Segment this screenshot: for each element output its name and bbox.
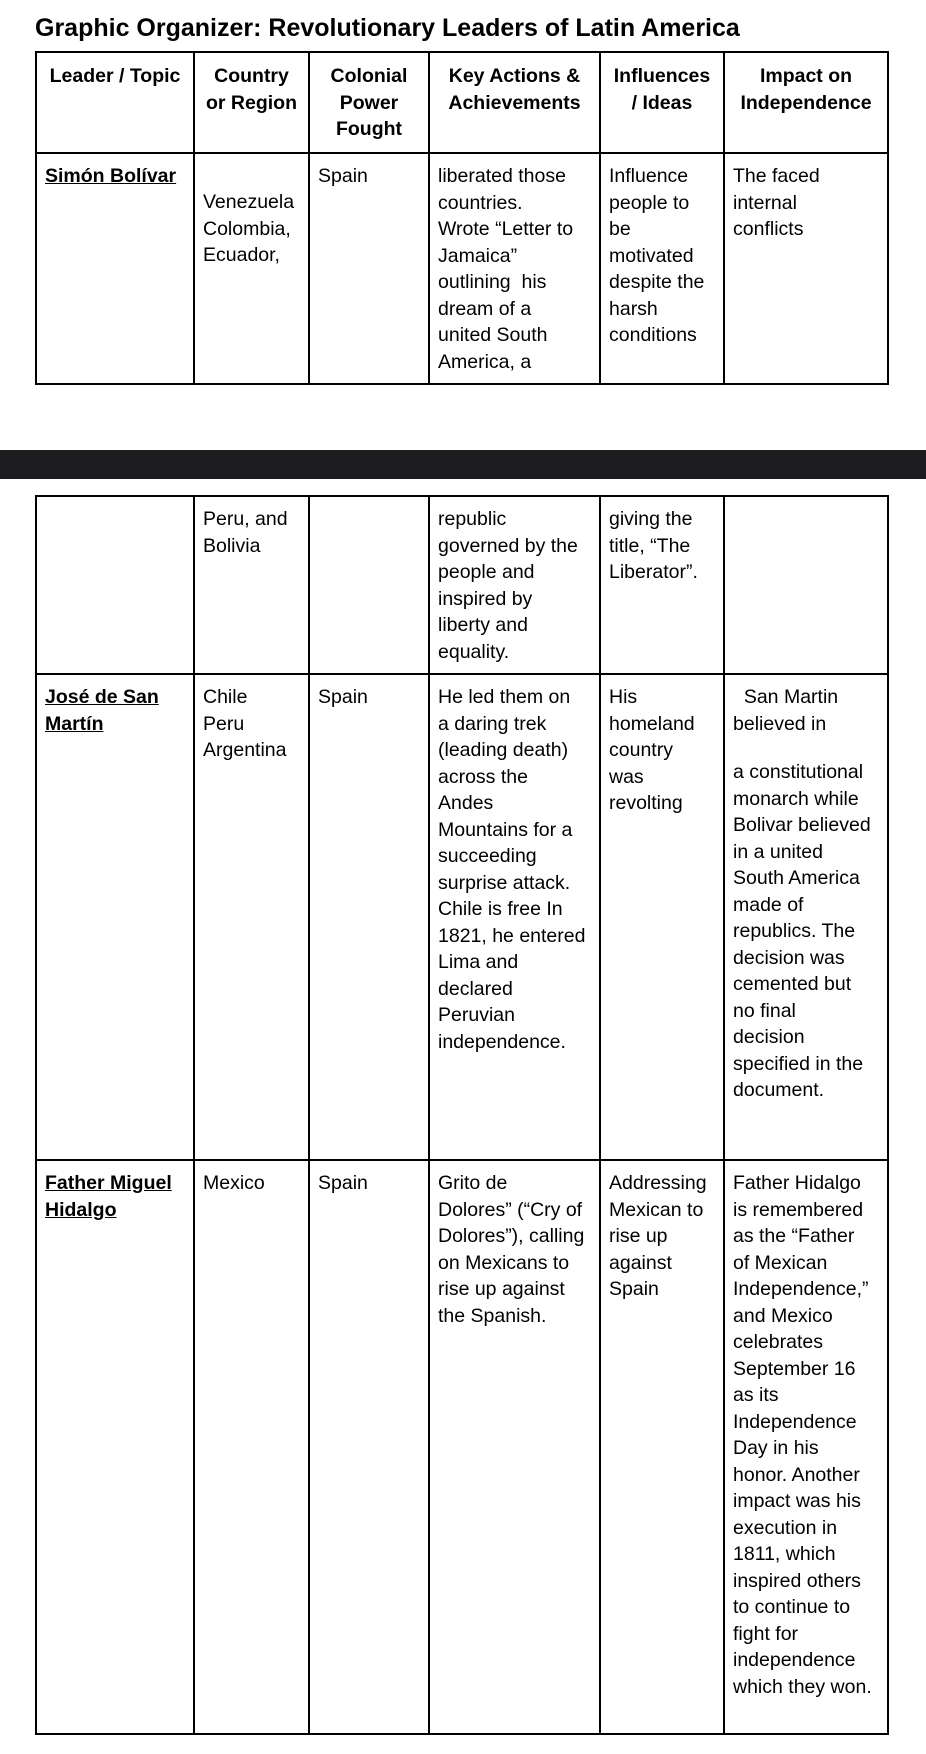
influences-cell: Addressing Mexican to rise up against Spain xyxy=(609,1172,707,1300)
key-actions-cell: liberated those countries. Wrote “Letter to Jamaica” outlining his dream of a united South America, a xyxy=(438,165,574,373)
country-cell: Chile Peru Argentina xyxy=(203,686,287,761)
leader-name: José de San Martín xyxy=(45,686,159,735)
table-row-hidalgo xyxy=(36,1160,888,1734)
impact-cell: The faced internal conflicts xyxy=(733,165,820,240)
influences-cell: giving the title, “The Liberator”. xyxy=(609,508,698,583)
page-title: Graphic Organizer: Revolutionary Leaders of Latin America xyxy=(35,14,740,42)
colonial-power-cell: Spain xyxy=(318,686,368,708)
page-break-band xyxy=(0,450,926,479)
header-influences: Influences / Ideas xyxy=(600,52,724,153)
table-row-san-martin xyxy=(36,674,888,1160)
colonial-power-cell: Spain xyxy=(318,1172,368,1194)
table-row-bolivar xyxy=(36,153,888,384)
leader-name: Father Miguel Hidalgo xyxy=(45,1172,172,1221)
header-country: Country or Region xyxy=(194,52,309,153)
table-row-bolivar-continued xyxy=(36,496,888,674)
country-cell: Peru, and Bolivia xyxy=(203,508,288,557)
header-leader: Leader / Topic xyxy=(36,52,194,153)
influences-cell: His homeland country was revolting xyxy=(609,686,695,814)
impact-cell-intro: San Martin believed in xyxy=(733,686,839,735)
header-colonial-power: Colonial Power Fought xyxy=(309,52,429,153)
header-row xyxy=(36,52,888,153)
leader-name: Simón Bolívar xyxy=(45,165,177,187)
country-cell: Mexico xyxy=(203,1172,265,1194)
header-key-actions: Key Actions & Achievements xyxy=(429,52,600,153)
country-cell: Venezuela Colombia, Ecuador, xyxy=(203,191,295,266)
header-impact: Impact on Independence xyxy=(724,52,888,153)
impact-cell: Father Hidalgo is remembered as the “Father of Mexican Independence,” and Mexico celebrates September 16 as its Independence Day in his honor. Another impact was his execution in 1811, which inspired others to continue to fight for independence which they won. xyxy=(733,1172,872,1698)
key-actions-cell: He led them on a daring trek (leading death) across the Andes Mountains for a succeeding surprise attack. Chile is free In 1821, he entered Lima and declared Peruvian independence. xyxy=(438,686,586,1053)
organizer-table-part-1 xyxy=(35,51,889,385)
influences-cell: Influence people to be motivated despite the harsh conditions xyxy=(609,165,705,346)
colonial-power-cell: Spain xyxy=(318,165,368,187)
key-actions-cell: republic governed by the people and inspired by liberty and equality. xyxy=(438,508,578,663)
key-actions-cell: Grito de Dolores” (“Cry of Dolores”), calling on Mexicans to rise up against the Spanish. xyxy=(438,1172,585,1327)
organizer-table-part-2 xyxy=(35,495,889,1735)
impact-cell: a constitutional monarch while Bolivar believed in a united South America made of republics. The decision was cemented but no final decision specified in the document. xyxy=(733,761,871,1101)
